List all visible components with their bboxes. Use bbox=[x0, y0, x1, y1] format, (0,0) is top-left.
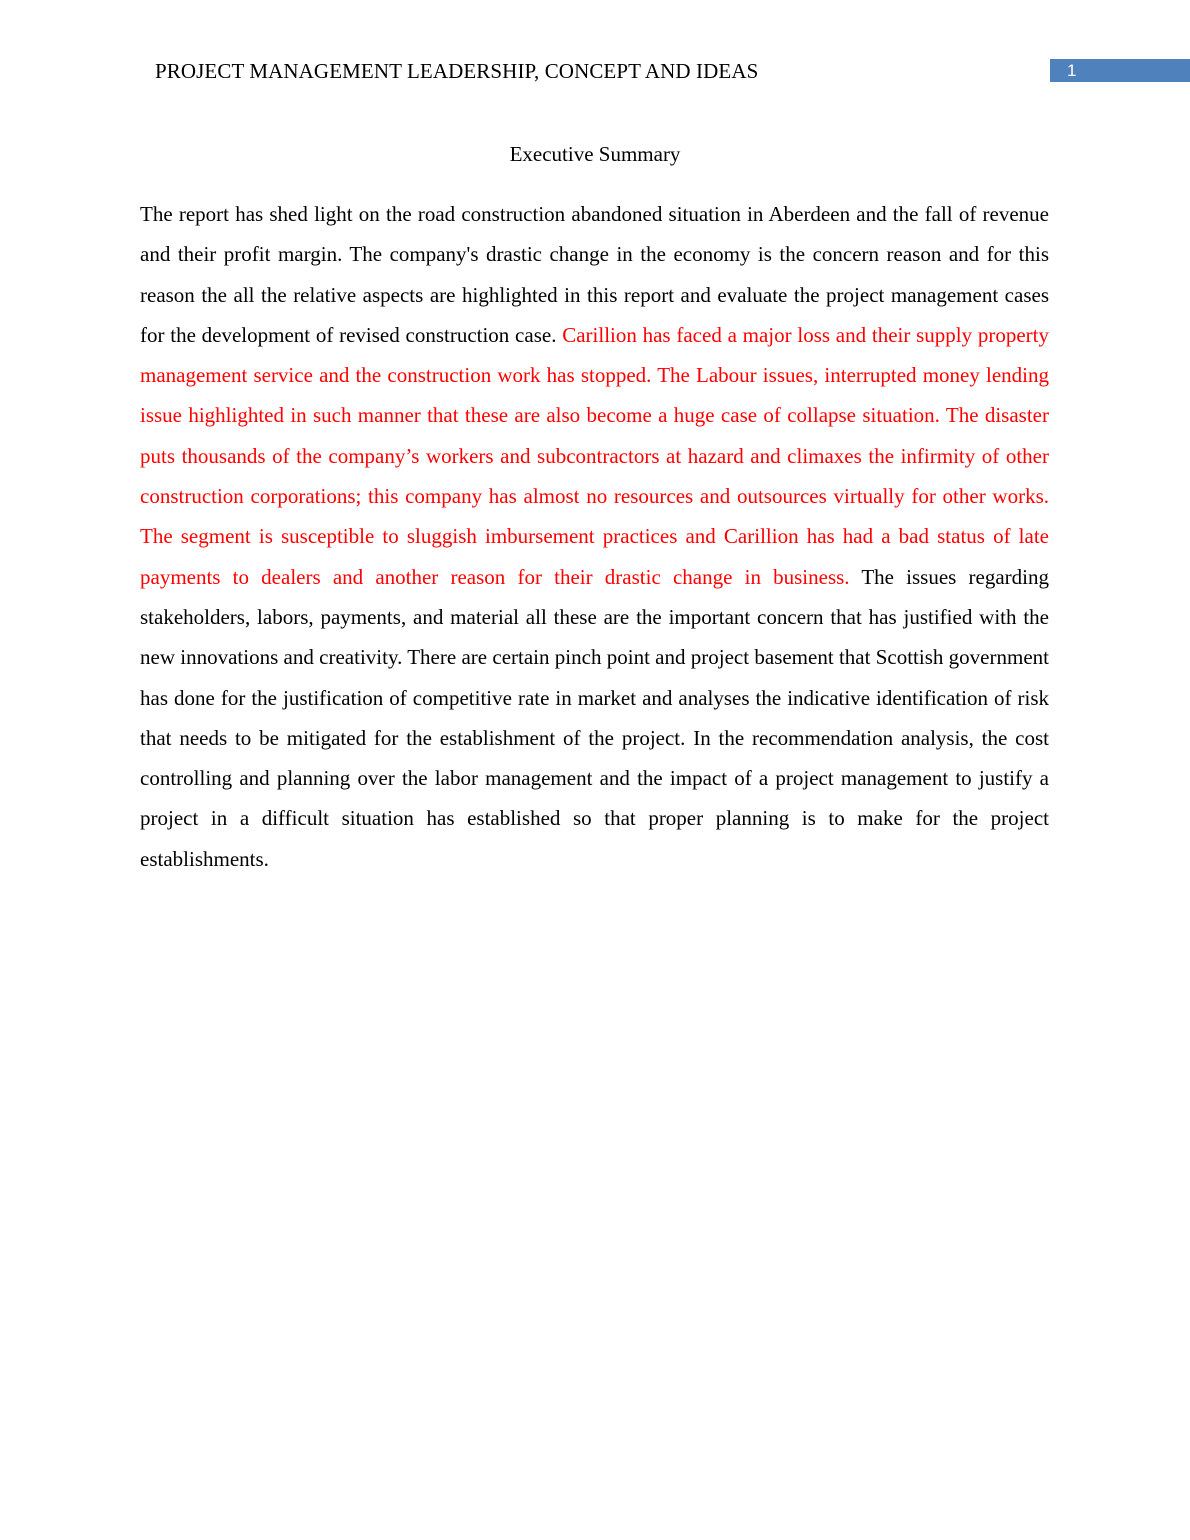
running-header: PROJECT MANAGEMENT LEADERSHIP, CONCEPT AND IDEAS bbox=[155, 59, 759, 83]
executive-summary-paragraph bbox=[140, 194, 1049, 879]
page-number-badge bbox=[1050, 59, 1190, 82]
paragraph-conclusion-text: The issues regarding stakeholders, labors, payments, and material all these are the important concern that has justified with the new innovations and creativity. There are certain pinch point and project basement that Scottish government has done for the justification of competitive rate in market and analyses the indicative identification of risk that needs to be mitigated for the establishment of the project. In the recommendation analysis, the cost controlling and planning over the labor management and the impact of a project management to justify a project in a difficult situation has established so that proper planning is to make for the project establishments. bbox=[140, 564, 1049, 871]
document-title: Executive Summary bbox=[509, 142, 681, 166]
paragraph-intro-text: The report has shed light on the road construction abandoned situation in Aberdeen and the fall of revenue and their profit margin. The company's drastic change in the economy is the concern reason and for this reason the all the relative aspects are highlighted in this report and evaluate the project management cases for the development of revised construction case. bbox=[140, 202, 1049, 347]
page-number: 1 bbox=[1067, 61, 1077, 80]
paragraph-highlighted-text: Carillion has faced a major loss and their supply property management service and the construction work has stopped. The Labour issues, interrupted money lending issue highlighted in such manner that these are also become a huge case of collapse situation. The disaster puts thousands of the company’s workers and subcontractors at hazard and climaxes the infirmity of other construction corporations; this company has almost no resources and outsources virtually for other works. The segment is susceptible to sluggish imbursement practices and Carillion has had a bad status of late payments to dealers and another reason for their drastic change in business. bbox=[140, 322, 1050, 589]
